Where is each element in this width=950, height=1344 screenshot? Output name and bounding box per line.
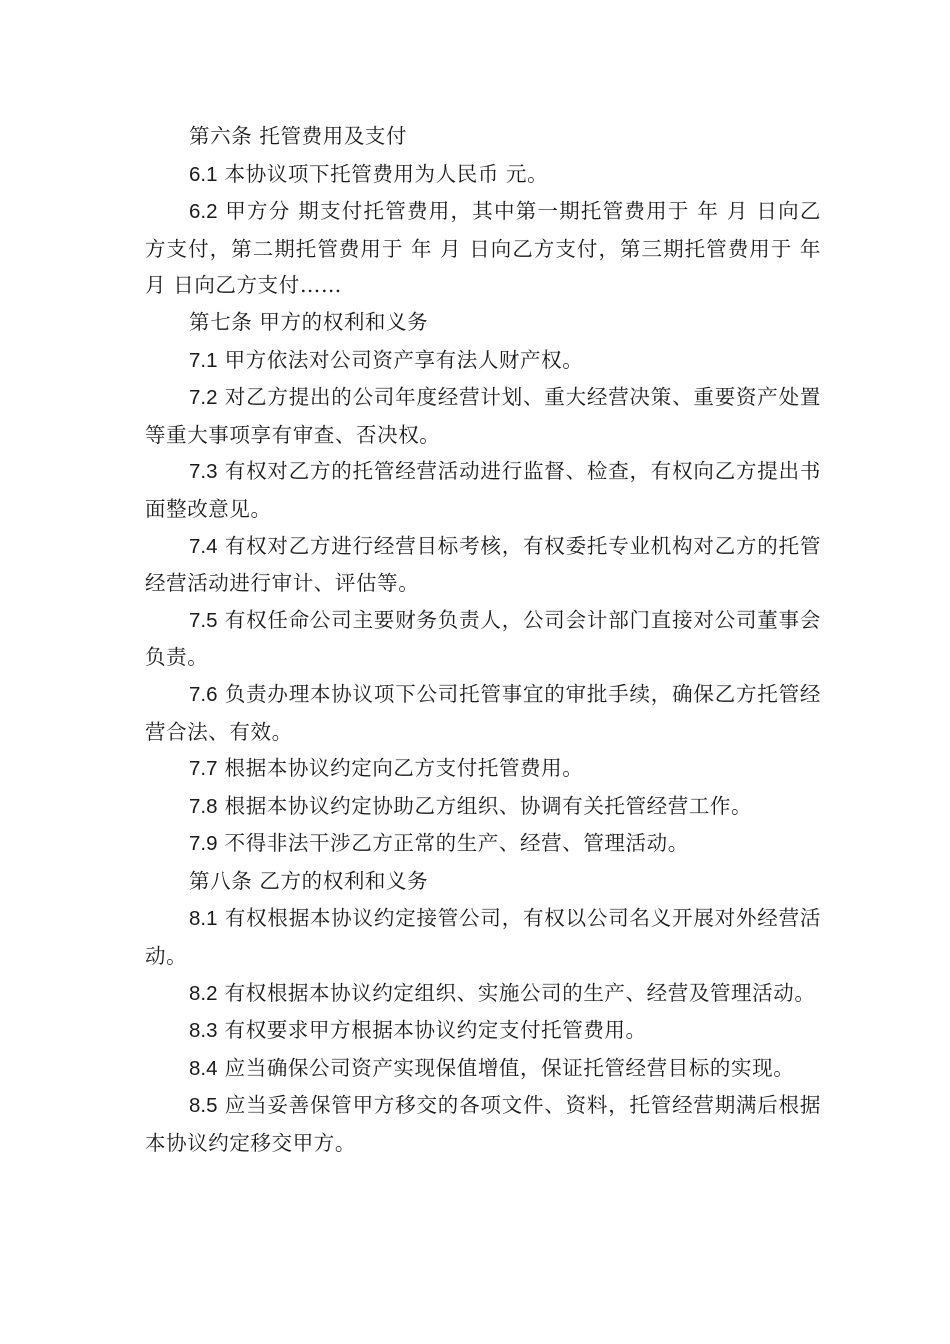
clause-6-1: 6.1 本协议项下托管费用为人民币 元。 (189, 161, 549, 186)
clause-8-5: 8.5 应当妥善保管甲方移交的各项文件、资料，托管经营期满后根据本协议约定移交甲方。 (145, 1093, 821, 1156)
clause-7-4: 7.4 有权对乙方进行经营目标考核，有权委托专业机构对乙方的托管经营活动进行审计、评估等。 (145, 533, 821, 596)
clause-8-1: 8.1 有权根据本协议约定接管公司，有权以公司名义开展对外经营活动。 (145, 906, 821, 969)
clause-8-4: 8.4 应当确保公司资产实现保值增值，保证托管经营目标的实现。 (189, 1055, 795, 1080)
article-6-heading: 第六条 托管费用及支付 (189, 124, 408, 148)
document-body (145, 118, 821, 1162)
article-7-heading: 第七条 甲方的权利和义务 (189, 309, 429, 334)
clause-8-3: 8.3 有权要求甲方根据本协议约定支付托管费用。 (189, 1018, 647, 1043)
clause-8-2: 8.2 有权根据本协议约定组织、实施公司的生产、经营及管理活动。 (189, 980, 816, 1005)
article-8-heading: 第八条 乙方的权利和义务 (189, 868, 429, 893)
clause-7-6: 7.6 负责办理本协议项下公司托管事宜的审批手续，确保乙方托管经营合法、有效。 (145, 681, 821, 744)
clause-7-3: 7.3 有权对乙方的托管经营活动进行监督、检查，有权向乙方提出书面整改意见。 (145, 459, 821, 521)
clause-7-9: 7.9 不得非法干涉乙方正常的生产、经营、管理活动。 (189, 831, 689, 856)
clause-6-2: 6.2 甲方分 期支付托管费用，其中第一期托管费用于 年 月 日向乙方支付，第二期托管费用于 年 月 日向乙方支付，第三期托管费用于 年 月 日向乙方支付…… (145, 199, 821, 298)
clause-7-8: 7.8 根据本协议约定协助乙方组织、协调有关托管经营工作。 (189, 793, 753, 818)
clause-7-1: 7.1 甲方依法对公司资产享有法人财产权。 (189, 347, 584, 372)
clause-7-7: 7.7 根据本协议约定向乙方支付托管费用。 (189, 756, 584, 781)
clause-7-5: 7.5 有权任命公司主要财务负责人，公司会计部门直接对公司董事会负责。 (145, 607, 821, 670)
clause-7-2: 7.2 对乙方提出的公司年度经营计划、重大经营决策、重要资产处置等重大事项享有审查、否决权。 (145, 385, 821, 447)
